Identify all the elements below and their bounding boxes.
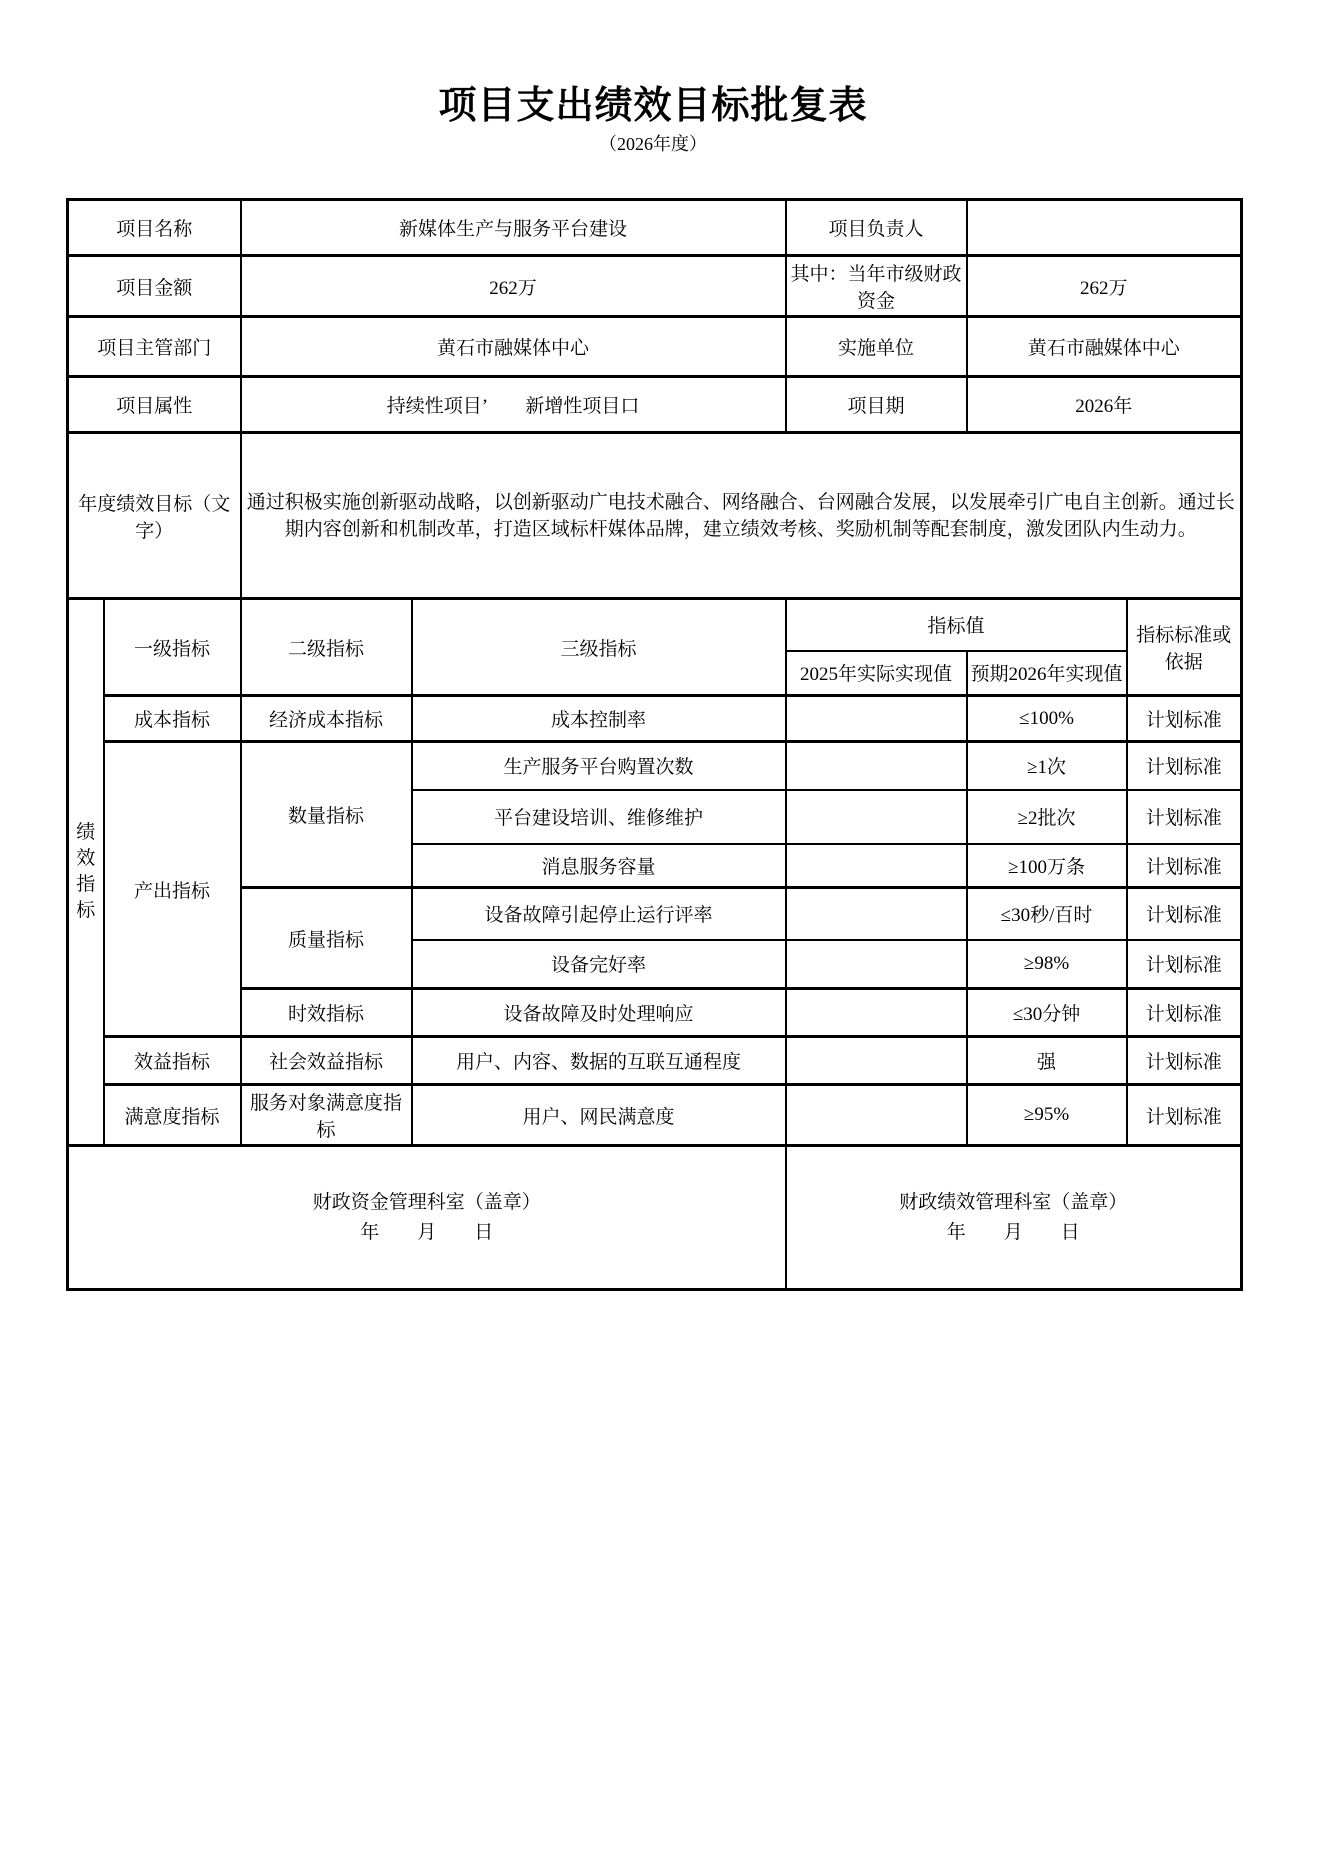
header-standard: 指标标准或依据 <box>1127 599 1242 696</box>
signature-row <box>68 1146 1242 1290</box>
cell-level2-economic-cost: 经济成本指标 <box>241 696 412 742</box>
cell-level3-user-satisfaction: 用户、网民满意度 <box>412 1085 786 1146</box>
value-city-fiscal-funds: 262万 <box>967 256 1242 317</box>
indicator-row-timely-response <box>68 989 1242 1037</box>
row-project-name <box>68 200 1242 256</box>
header-value-2026: 预期2026年实现值 <box>967 651 1127 696</box>
indicator-row-satisfaction <box>68 1085 1242 1146</box>
indicator-row-platform-purchase <box>68 742 1242 790</box>
cell-2025-cost <box>786 696 967 742</box>
cell-2026-timely-response: ≤30分钟 <box>967 989 1127 1037</box>
cell-level3-timely-response: 设备故障及时处理响应 <box>412 989 786 1037</box>
cell-standard-platform-purchase: 计划标准 <box>1127 742 1242 790</box>
cell-level3-training-maintenance: 平台建设培训、维修维护 <box>412 790 786 844</box>
value-project-attribute: 持续性项目’ 新增性项目口 <box>241 377 786 433</box>
signature-cell-funds-office <box>68 1146 786 1290</box>
header-value-2025: 2025年实际实现值 <box>786 651 967 696</box>
cell-2026-platform-purchase: ≥1次 <box>967 742 1127 790</box>
label-project-leader: 项目负责人 <box>786 200 967 256</box>
indicator-row-social-benefit <box>68 1037 1242 1085</box>
cell-2025-training-maintenance <box>786 790 967 844</box>
page-title: 项目支出绩效目标批复表 <box>438 85 868 127</box>
value-project-name: 新媒体生产与服务平台建设 <box>241 200 786 256</box>
cell-level3-failure-stop-rate: 设备故障引起停止运行评率 <box>412 888 786 940</box>
cell-level3-message-capacity: 消息服务容量 <box>412 844 786 888</box>
cell-level2-quantity: 数量指标 <box>241 742 412 888</box>
cell-2026-interconnection: 强 <box>967 1037 1127 1085</box>
row-project-amount <box>68 256 1242 317</box>
indicator-header-row-1 <box>68 599 1242 651</box>
header-level3: 三级指标 <box>412 599 786 696</box>
cell-level3-platform-purchase: 生产服务平台购置次数 <box>412 742 786 790</box>
cell-standard-timely-response: 计划标准 <box>1127 989 1242 1037</box>
cell-standard-user-satisfaction: 计划标准 <box>1127 1085 1242 1146</box>
label-annual-goal: 年度绩效目标（文字） <box>68 433 241 599</box>
cell-2025-timely-response <box>786 989 967 1037</box>
indicator-row-cost <box>68 696 1242 742</box>
header-level1: 一级指标 <box>104 599 241 696</box>
row-supervising-department <box>68 317 1242 377</box>
cell-standard-cost: 计划标准 <box>1127 696 1242 742</box>
cell-2026-cost: ≤100% <box>967 696 1127 742</box>
header-indicator-value-group: 指标值 <box>786 599 1127 651</box>
cell-level1-satisfaction: 满意度指标 <box>104 1085 241 1146</box>
label-implementing-unit: 实施单位 <box>786 317 967 377</box>
cell-level1-cost: 成本指标 <box>104 696 241 742</box>
value-project-period: 2026年 <box>967 377 1242 433</box>
cell-2025-failure-stop-rate <box>786 888 967 940</box>
cell-2026-message-capacity: ≥100万条 <box>967 844 1127 888</box>
cell-level2-social-benefit: 社会效益指标 <box>241 1037 412 1085</box>
cell-level1-output: 产出指标 <box>104 742 241 1037</box>
page-subtitle: （2026年度） <box>599 134 707 154</box>
label-project-period: 项目期 <box>786 377 967 433</box>
value-project-leader <box>967 200 1242 256</box>
label-project-attribute: 项目属性 <box>68 377 241 433</box>
cell-level2-timeliness: 时效指标 <box>241 989 412 1037</box>
cell-level3-cost-control-rate: 成本控制率 <box>412 696 786 742</box>
cell-standard-equipment-intact-rate: 计划标准 <box>1127 940 1242 989</box>
value-implementing-unit: 黄石市融媒体中心 <box>967 317 1242 377</box>
label-project-amount: 项目金额 <box>68 256 241 317</box>
cell-standard-training-maintenance: 计划标准 <box>1127 790 1242 844</box>
row-annual-goal <box>68 433 1242 599</box>
performance-office-name: 财政绩效管理科室（盖章） <box>899 1191 1128 1213</box>
funds-office-name: 财政资金管理科室（盖章） <box>312 1191 541 1213</box>
row-project-attribute <box>68 377 1242 433</box>
cell-2026-equipment-intact-rate: ≥98% <box>967 940 1127 989</box>
cell-standard-message-capacity: 计划标准 <box>1127 844 1242 888</box>
cell-standard-failure-stop-rate: 计划标准 <box>1127 888 1242 940</box>
cell-2025-interconnection <box>786 1037 967 1085</box>
value-supervising-department: 黄石市融媒体中心 <box>241 317 786 377</box>
cell-2026-training-maintenance: ≥2批次 <box>967 790 1127 844</box>
cell-level1-benefit: 效益指标 <box>104 1037 241 1085</box>
cell-level2-service-satisfaction: 服务对象满意度指标 <box>241 1085 412 1146</box>
cell-level3-interconnection: 用户、内容、数据的互联互通程度 <box>412 1037 786 1085</box>
header-level2: 二级指标 <box>241 599 412 696</box>
label-project-name: 项目名称 <box>68 200 241 256</box>
cell-standard-interconnection: 计划标准 <box>1127 1037 1242 1085</box>
cell-level2-quality: 质量指标 <box>241 888 412 989</box>
cell-level3-equipment-intact-rate: 设备完好率 <box>412 940 786 989</box>
approval-form-table <box>66 198 1243 1291</box>
cell-2026-user-satisfaction: ≥95% <box>967 1085 1127 1146</box>
side-label-performance-indicators: 绩效指标 <box>68 599 104 1146</box>
cell-2026-failure-stop-rate: ≤30秒/百时 <box>967 888 1127 940</box>
funds-office-date-line: 年 月 日 <box>360 1221 494 1243</box>
cell-2025-message-capacity <box>786 844 967 888</box>
label-supervising-department: 项目主管部门 <box>68 317 241 377</box>
performance-office-date-line: 年 月 日 <box>946 1221 1080 1243</box>
indicator-row-failure-stop-rate <box>68 888 1242 940</box>
value-project-amount: 262万 <box>241 256 786 317</box>
cell-2025-platform-purchase <box>786 742 967 790</box>
signature-cell-performance-office <box>786 1146 1242 1290</box>
cell-2025-equipment-intact-rate <box>786 940 967 989</box>
annual-goal-text: 通过积极实施创新驱动战略，以创新驱动广电技术融合、网络融合、台网融合发展，以发展牵引广电自主创新。通过长期内容创新和机制改革，打造区域标杆媒体品牌，建立绩效考核、奖励机制等配套制度，激发团队内生动力。 <box>241 433 1242 599</box>
cell-2025-user-satisfaction <box>786 1085 967 1146</box>
label-city-fiscal-funds: 其中：当年市级财政资金 <box>786 256 967 317</box>
